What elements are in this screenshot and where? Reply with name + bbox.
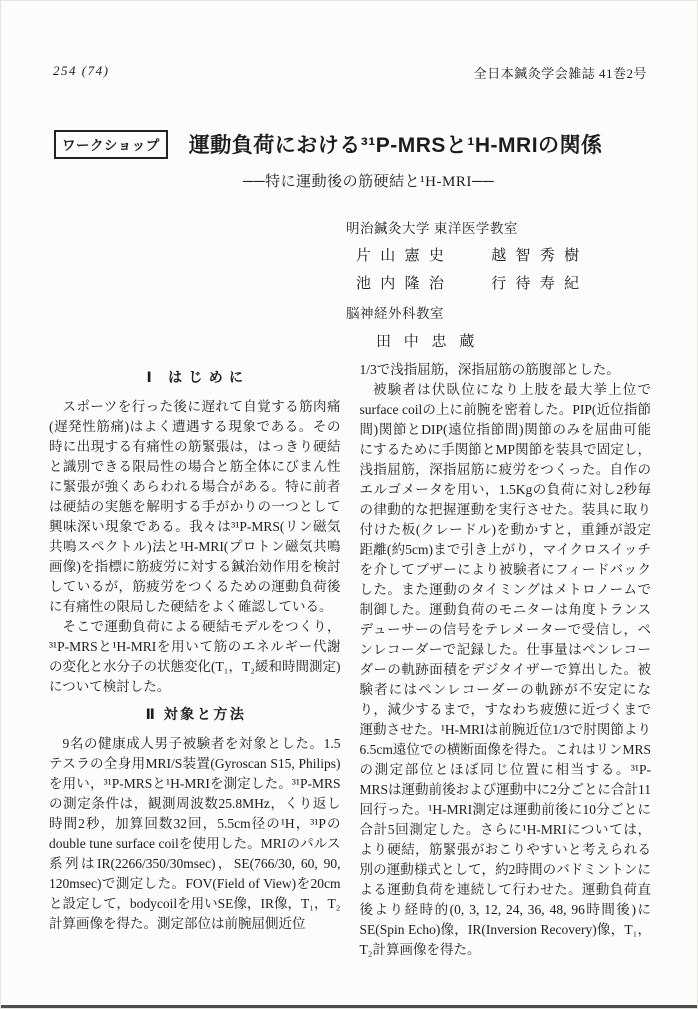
affiliation-first: 明治鍼灸大学 東洋医学教室	[346, 221, 518, 236]
methods-paragraph-continued: 1/3で浅指屈筋，深指屈筋の筋腹部とした。	[359, 362, 620, 377]
title-row	[54, 129, 657, 159]
article-title: 運動負荷における³¹P-MRSと¹H-MRIの関係	[188, 134, 603, 157]
author-names-row	[356, 244, 588, 265]
right-column	[360, 360, 652, 960]
author-names-row	[376, 330, 588, 351]
author-name: 行待寿紀	[491, 276, 589, 292]
author-names-row	[356, 272, 588, 293]
section-heading-methods: Ⅱ 対象と方法	[145, 706, 247, 722]
title-block	[54, 129, 657, 191]
intro-paragraph: そこで運動負荷による硬結モデルをつくり，³¹P-MRSと¹H-MRIを用いて筋のエネルギー代謝の変化と水分子の状態変化(T₁，T₂緩和時間測定)について検討した。	[49, 619, 341, 694]
article-subtitle: ──特に運動後の筋硬結と¹H-MRI──	[242, 174, 495, 190]
author-name: 田中忠蔵	[376, 334, 488, 350]
journal-title: 全日本鍼灸学会雑誌 41巻2号	[473, 66, 647, 81]
methods-paragraph: 被験者は伏臥位になり上肢を最大挙上位でsurface coilの上に前腕を密着した。PIP(近位指節間)関節とDIP(遠位指節間)関節のみを屈曲可能にするために手関節とMP関節を装具で固定し，浅指屈筋，深指屈筋に疲労をつくった。自作のエルゴメータを用い，1.5Kgの負荷に対し2秒毎の律動的な把握運動を実行させた。装具に取り付けた板(クレードル)を動かすと，重錘が設定距離(約5cm)まで引き上がり，マイクロスイッチを介してブザーにより被験者にフィードバックした。また運動のタイミングはメトロノームで制御した。運動負荷のモニターは角度トランスデューサーの信号をテレメーターで受信し，ペンレコーダーで記録した。仕事量はペンレコーダーの軌跡面積をデジタイザーで算出した。被験者にはペンレコーダーの軌跡が不安定になり，減少するまで，すなわち疲憊に近づくまで運動させた。¹H-MRIは前腕近位1/3で肘関節より6.5cm遠位での横断面像を得た。これはリンMRSの測定部位とほぼ同じ位置に相当する。³¹P-MRSは運動前後および運動中に2分ごとに合計11回行った。¹H-MRI測定は運動前後に10分ごとに合計5回測定した。さらに¹H-MRIについては，より硬結，筋緊張がおこりやすいと考えられる別の運動様式として，約2時間のバドミントンによる運動負荷を連続して行わせた。運動負荷直後より経時的(0, 3, 12, 24, 36, 48, 96時間後)にSE(Spin Echo)像，IR(Inversion Recovery)像，T₁，T₂計算画像を得た。	[359, 382, 651, 957]
methods-paragraph: 9名の健康成人男子被験者を対象とした。1.5テスラの全身用MRI/S装置(Gyroscan S15, Philips)を用い，³¹P-MRSと¹H-MRIを測定した。³¹P-MRSの測定条件は，観測周波数25.8MHz，くり返し時間2秒，加算回数32回，5.5cm径の¹H，³¹Pのdouble tune surface coilを使用した。MRIのパルス系列はIR(2266/350/30msec)，SE(766/30, 60, 90, 120msec)で測定した。FOV(Field of View)を20cmと設定して，bodycoilを用いSE像，IR像，T₁，T₂計算画像を得た。測定部位は前腕屈側近位	[49, 736, 341, 931]
page-bottom-rule	[1, 1005, 697, 1008]
running-header	[53, 63, 647, 82]
author-name: 片山憲史	[356, 248, 454, 264]
workshop-tag: ワークショップ	[54, 130, 168, 159]
authors-block	[346, 217, 588, 354]
section-heading-intro: Ⅰ はじめに	[146, 369, 250, 385]
page-number: 254 (74)	[53, 63, 110, 78]
left-column	[49, 360, 341, 960]
author-name: 池内隆治	[356, 276, 454, 292]
affiliation-second: 脳神経外科教室	[346, 306, 444, 321]
body-columns	[49, 360, 651, 960]
intro-paragraph: スポーツを行った後に遅れて自覚する筋肉痛(遅発性筋痛)はよく遭遇する現象である。その時に出現する有痛性の筋緊張は，はっきり硬結と識別できる限局性の場合と筋全体にびまん性に緊張が強くあらわれる場合がある。特に前者は硬結の実態を解明する手がかりの一つとして興味深い現象である。我々は³¹P-MRS(リン磁気共鳴スペクトル)法と¹H-MRI(プロトン磁気共鳴画像)を指標に筋疲労に対する鍼治効作用を検討しているが，筋疲労をつくるための運動負荷後に有痛性の限局した硬結をよく確認している。	[49, 399, 341, 614]
author-name: 越智秀樹	[491, 248, 589, 264]
